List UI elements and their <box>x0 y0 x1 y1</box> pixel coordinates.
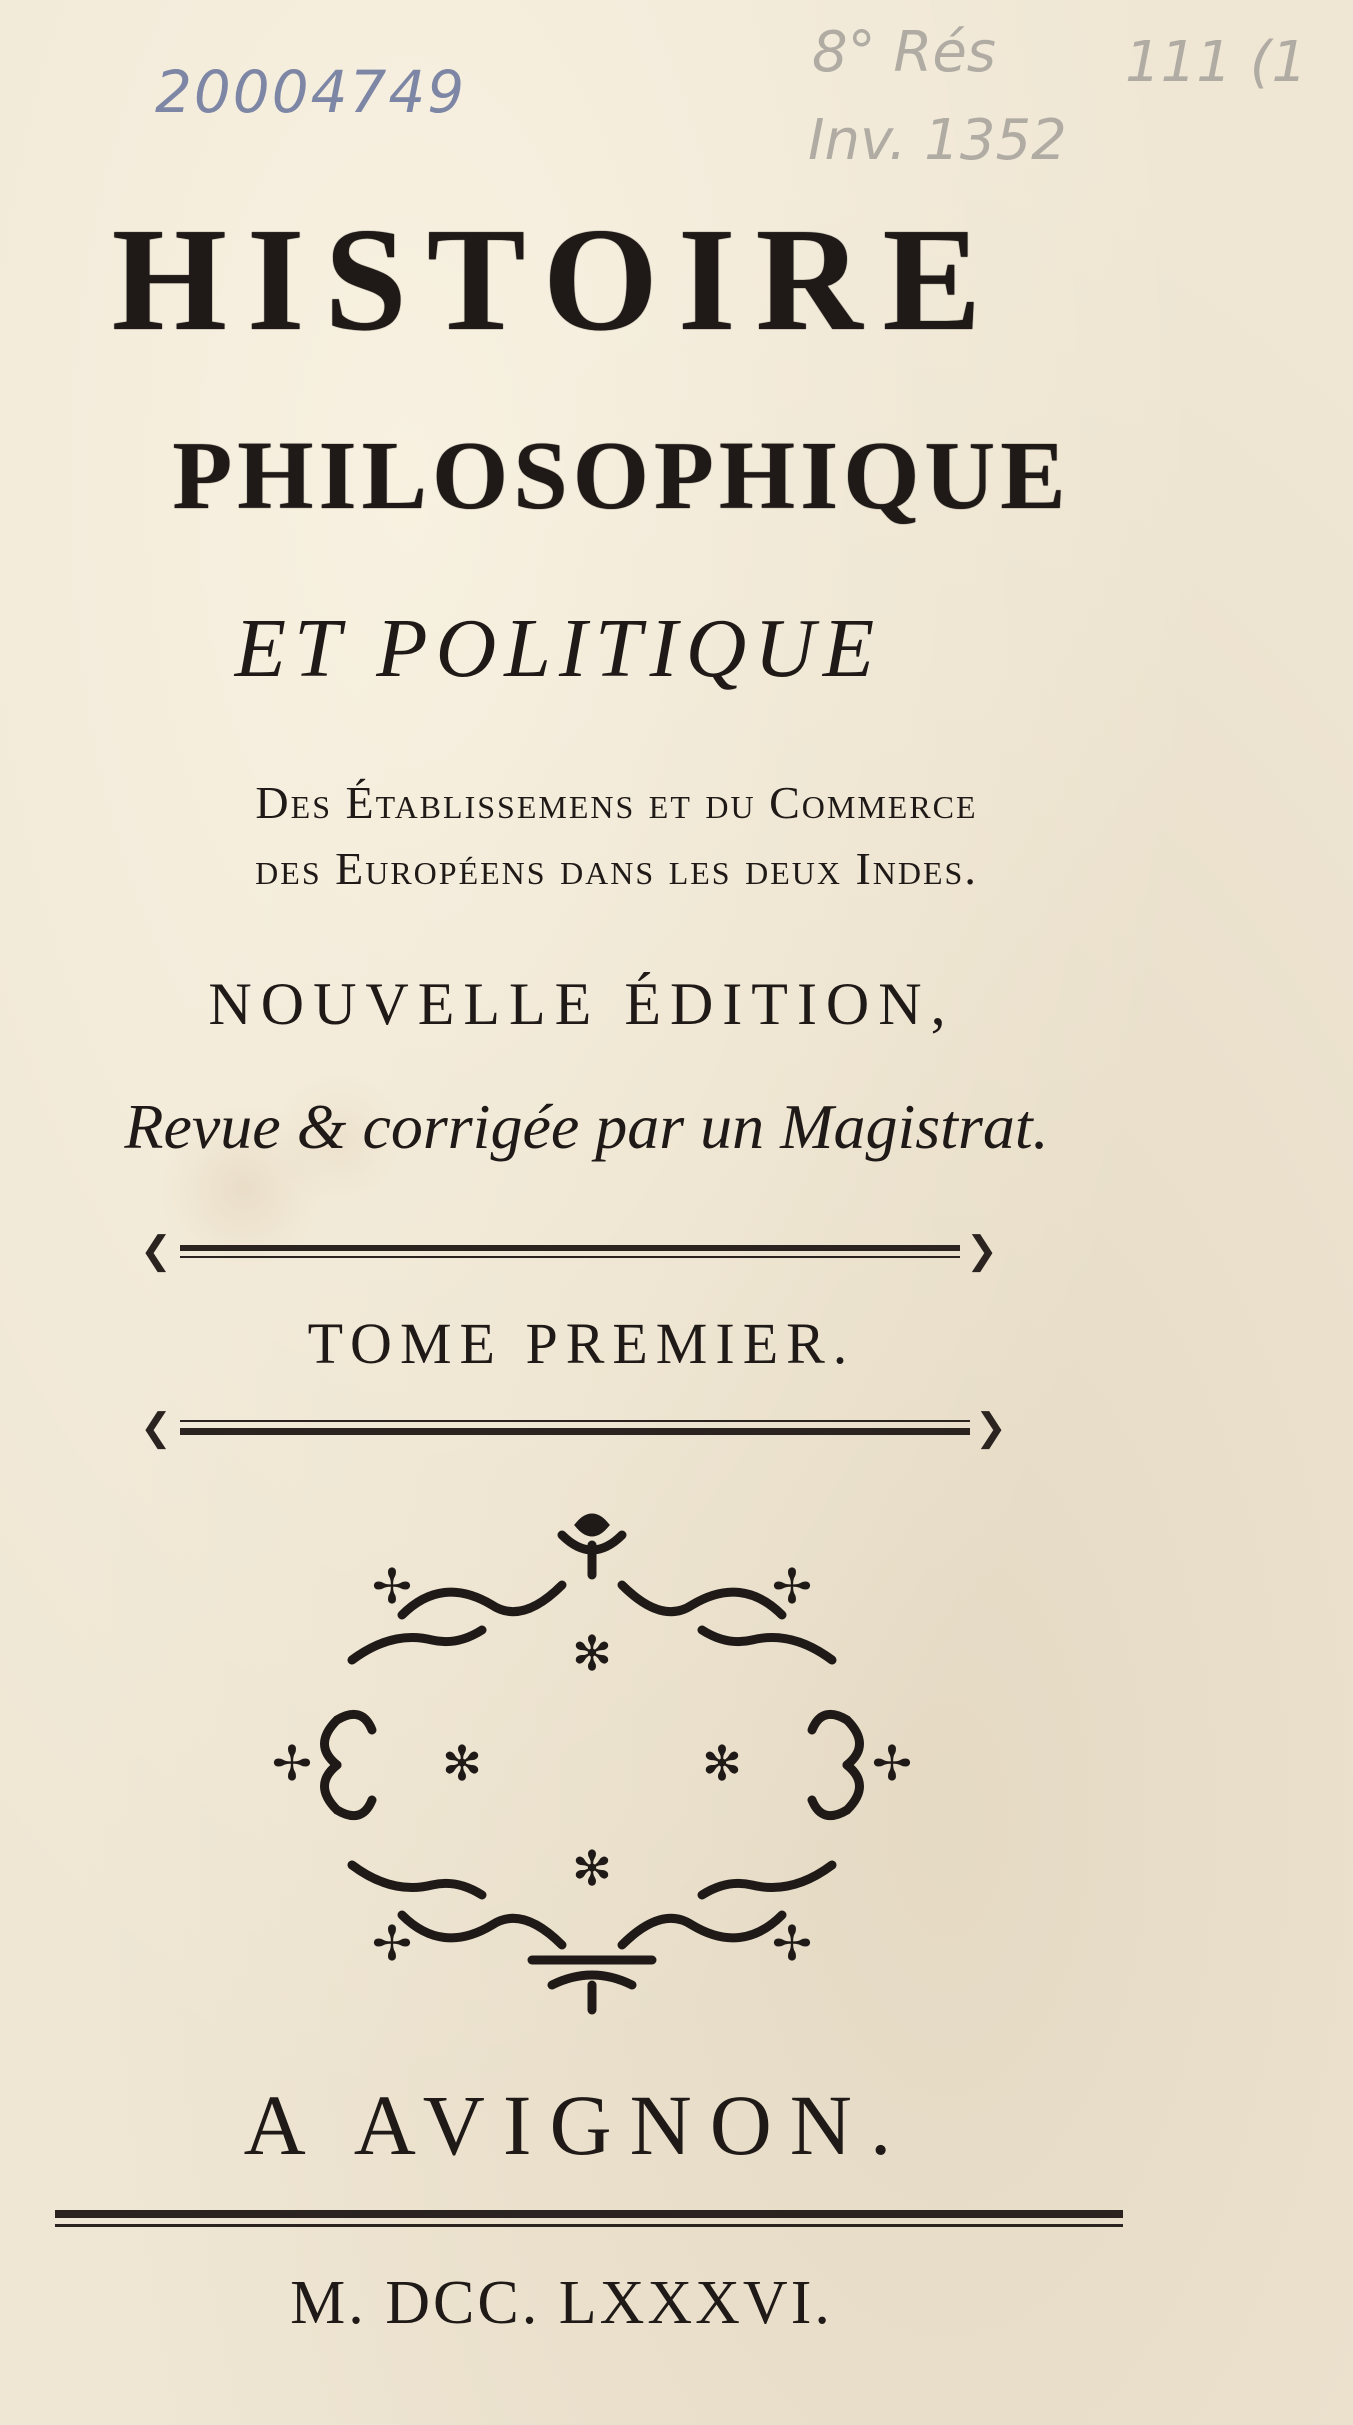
edition-statement: NOUVELLE ÉDITION, <box>208 971 955 1037</box>
svg-text:✢: ✢ <box>771 1559 813 1615</box>
svg-text:✻: ✻ <box>571 1841 613 1897</box>
svg-text:✢: ✢ <box>271 1736 313 1792</box>
svg-text:✻: ✻ <box>441 1736 483 1792</box>
rule-flourish-right: ❯ <box>966 1228 998 1272</box>
svg-text:✢: ✢ <box>371 1559 413 1615</box>
library-stamp: 20004749 <box>155 58 467 126</box>
rule-flourish-left: ❮ <box>140 1228 172 1272</box>
rule-flourish-left: ❮ <box>140 1405 172 1449</box>
imprint-city: A AVIGNON. <box>243 2077 910 2173</box>
svg-text:✢: ✢ <box>771 1916 813 1972</box>
imprint-year: M. DCC. LXXXVI. <box>290 2269 833 2337</box>
svg-text:✻: ✻ <box>571 1626 613 1682</box>
svg-text:✻: ✻ <box>701 1736 743 1792</box>
title-et-politique: ET POLITIQUE <box>234 602 883 695</box>
subtitle-line-2: des Européens dans les deux Indes. <box>255 843 978 894</box>
volume-statement: TOME PREMIER. <box>307 1311 856 1376</box>
rule-flourish-right: ❯ <box>975 1405 1007 1449</box>
title-histoire: HISTOIRE <box>111 198 1002 362</box>
revision-statement: Revue & corrigée par un Magistrat. <box>124 1091 1049 1162</box>
printer-ornament <box>262 1505 922 2025</box>
svg-text:✢: ✢ <box>371 1916 413 1972</box>
shelfmark-line-1: 8° Rés <box>812 20 996 85</box>
subtitle-line-1: Des Établissemens et du Commerce <box>255 777 978 828</box>
shelfmark-line-2: Inv. 1352 <box>808 108 1067 173</box>
svg-text:✢: ✢ <box>871 1736 913 1792</box>
title-philosophique: PHILOSOPHIQUE <box>172 422 1071 530</box>
shelfmark-suffix: 111 (1 <box>1125 30 1308 95</box>
